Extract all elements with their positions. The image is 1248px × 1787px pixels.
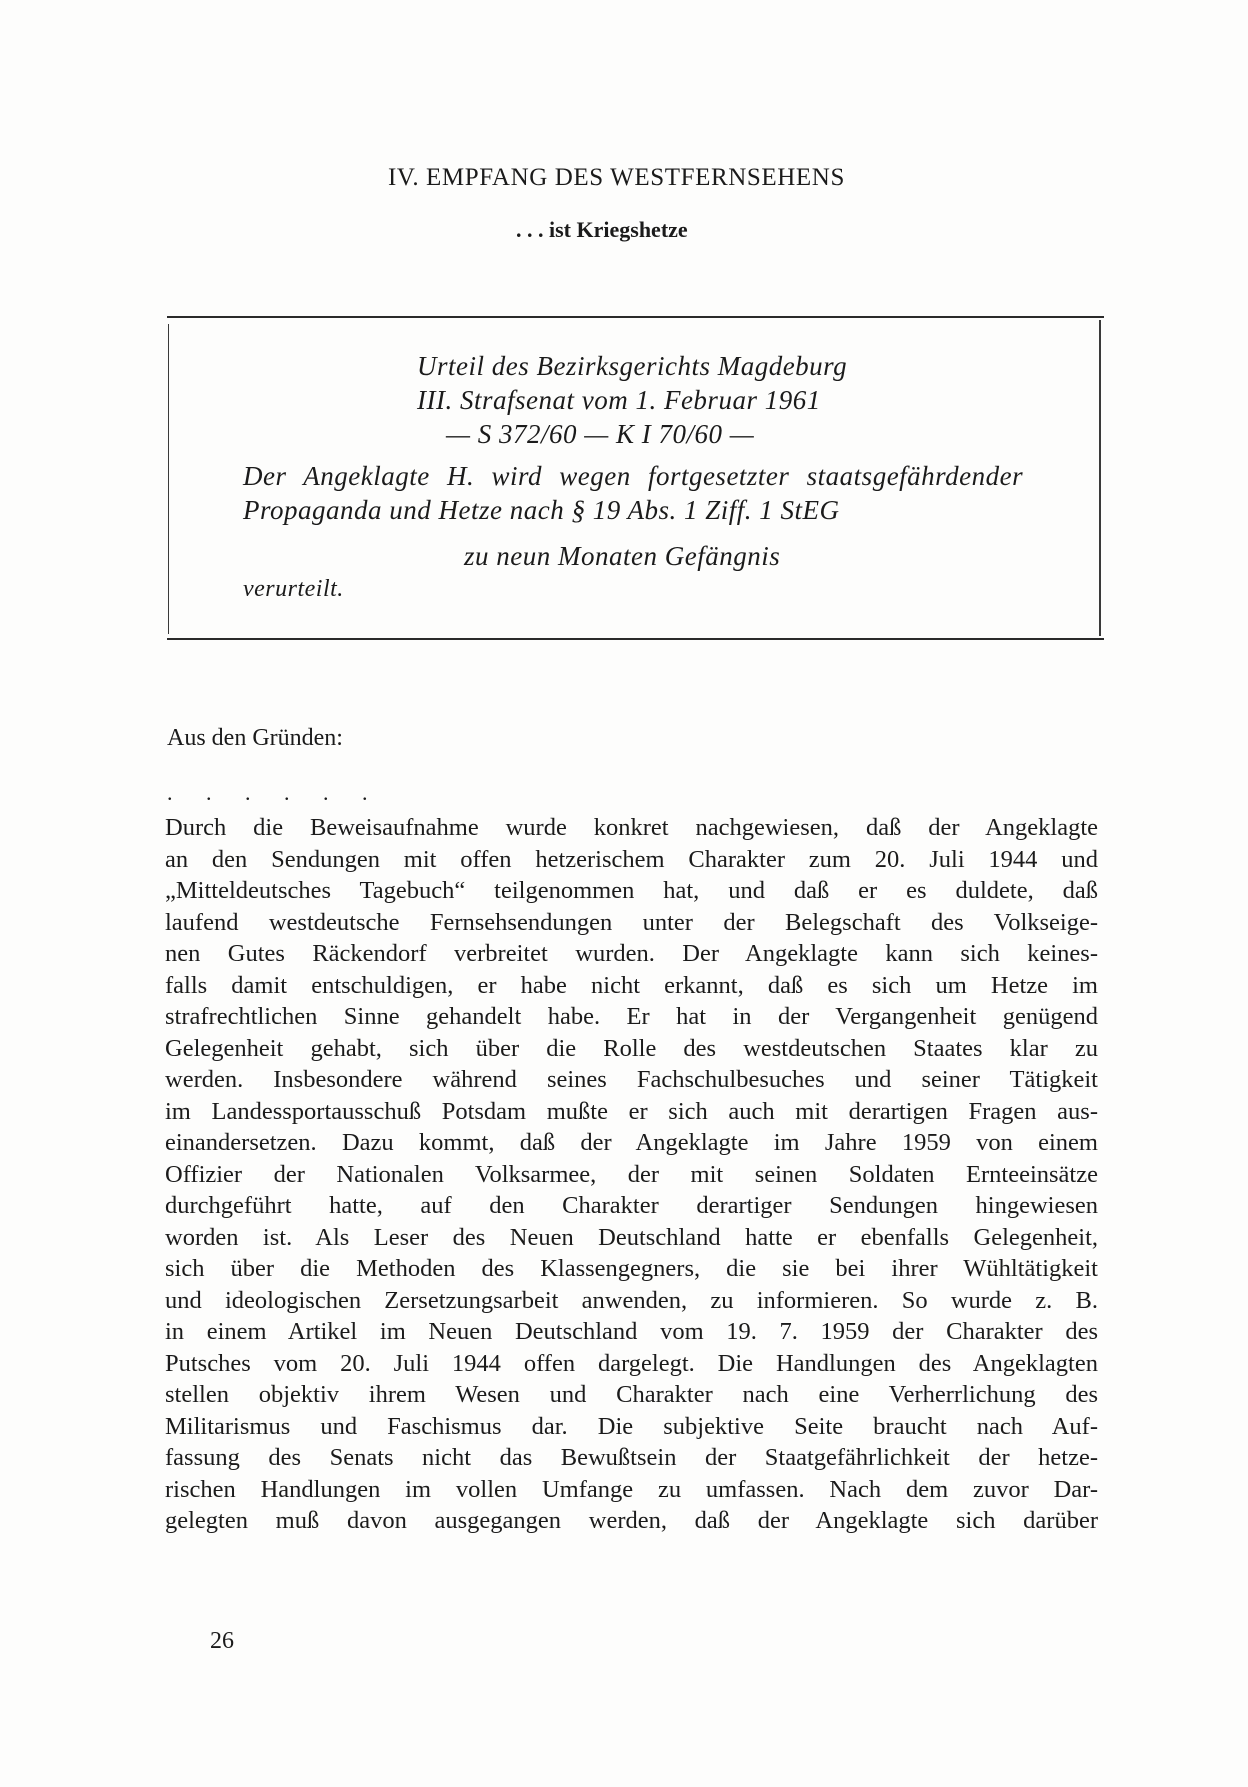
reasons-body [165, 812, 1098, 1537]
body-line: werden. Insbesondere während seines Fachschulbesuches und seiner Tätigkeit [165, 1066, 1098, 1093]
body-line: an den Sendungen mit offen hetzerischem Charakter zum 20. Juli 1944 und [165, 845, 1098, 873]
omission-ellipsis: . . . . . . [167, 780, 382, 805]
body-line: und ideologischen Zersetzungsarbeit anwenden, zu informieren. So wurde z. B. [165, 1286, 1098, 1314]
box-top-rule [167, 316, 1104, 318]
verdict-charge-line-1: Der Angeklagte H. wird wegen fortgesetzter staatsgefährdender [243, 461, 1024, 491]
body-line: „Mitteldeutsches Tagebuch“ teilgenommen hat, und daß er es duldete, daß [165, 877, 1098, 904]
verdict-court-line: Urteil des Bezirksgerichts Magdeburg [417, 351, 848, 381]
body-line: Offizier der Nationalen Volksarmee, der mit seinen Soldaten Ernteeinsätze [165, 1160, 1098, 1188]
body-line: Militarismus und Faschismus dar. Die subjektive Seite braucht nach Auf- [165, 1412, 1098, 1440]
body-line: rischen Handlungen im vollen Umfange zu umfassen. Nach dem zuvor Dar- [165, 1475, 1098, 1503]
body-line: einandersetzen. Dazu kommt, daß der Angeklagte im Jahre 1959 von einem [165, 1129, 1098, 1156]
verdict-charge-line-2: Propaganda und Hetze nach § 19 Abs. 1 Ziff. 1 StEG [243, 495, 840, 525]
verdict-senate-date-line: III. Strafsenat vom 1. Februar 1961 [417, 385, 821, 415]
body-line: Putsches vom 20. Juli 1944 offen dargelegt. Die Handlungen des Angeklagten [165, 1349, 1098, 1377]
body-line: im Landessportausschuß Potsdam mußte er sich auch mit derartigen Fragen aus- [165, 1097, 1098, 1125]
chapter-subtitle: . . . ist Kriegshetze [516, 217, 688, 242]
body-line: in einem Artikel im Neuen Deutschland vom 19. 7. 1959 der Charakter des [165, 1318, 1098, 1345]
box-bottom-rule [167, 638, 1104, 640]
verdict-closing-line: verurteilt. [243, 576, 344, 602]
body-line: stellen objektiv ihrem Wesen und Charakter nach eine Verherrlichung des [165, 1381, 1098, 1408]
reasons-heading: Aus den Gründen: [167, 725, 343, 751]
body-line: gelegten muß davon ausgegangen werden, daß der Angeklagte sich darüber [165, 1507, 1098, 1534]
box-left-rule [168, 324, 169, 634]
body-line: falls damit entschuldigen, er habe nicht erkannt, daß es sich um Hetze im [165, 971, 1098, 999]
verdict-sentence-line: zu neun Monaten Gefängnis [464, 541, 781, 571]
chapter-title: IV. EMPFANG DES WESTFERNSEHENS [388, 164, 845, 191]
body-line: sich über die Methoden des Klassengegners, die sie bei ihrer Wühltätigkeit [165, 1255, 1098, 1282]
body-line: worden ist. Als Leser des Neuen Deutschland hatte er ebenfalls Gelegenheit, [165, 1223, 1098, 1251]
body-line: nen Gutes Räckendorf verbreitet wurden. Der Angeklagte kann sich keines- [165, 940, 1098, 967]
body-line: strafrechtlichen Sinne gehandelt habe. Er hat in der Vergangenheit genügend [165, 1003, 1098, 1030]
body-line: fassung des Senats nicht das Bewußtsein der Staatgefährlichkeit der hetze- [165, 1444, 1098, 1471]
body-line: Durch die Beweisaufnahme wurde konkret nachgewiesen, daß der Angeklagte [165, 814, 1098, 841]
page-number: 26 [210, 1628, 234, 1654]
body-line: laufend westdeutsche Fernsehsendungen unter der Belegschaft des Volkseige- [165, 908, 1098, 936]
body-line: durchgeführt hatte, auf den Charakter derartiger Sendungen hingewiesen [165, 1192, 1098, 1219]
body-line: Gelegenheit gehabt, sich über die Rolle des westdeutschen Staates klar zu [165, 1034, 1098, 1062]
verdict-case-number-line: — S 372/60 — K I 70/60 — [446, 419, 755, 449]
box-right-rule [1099, 320, 1101, 636]
